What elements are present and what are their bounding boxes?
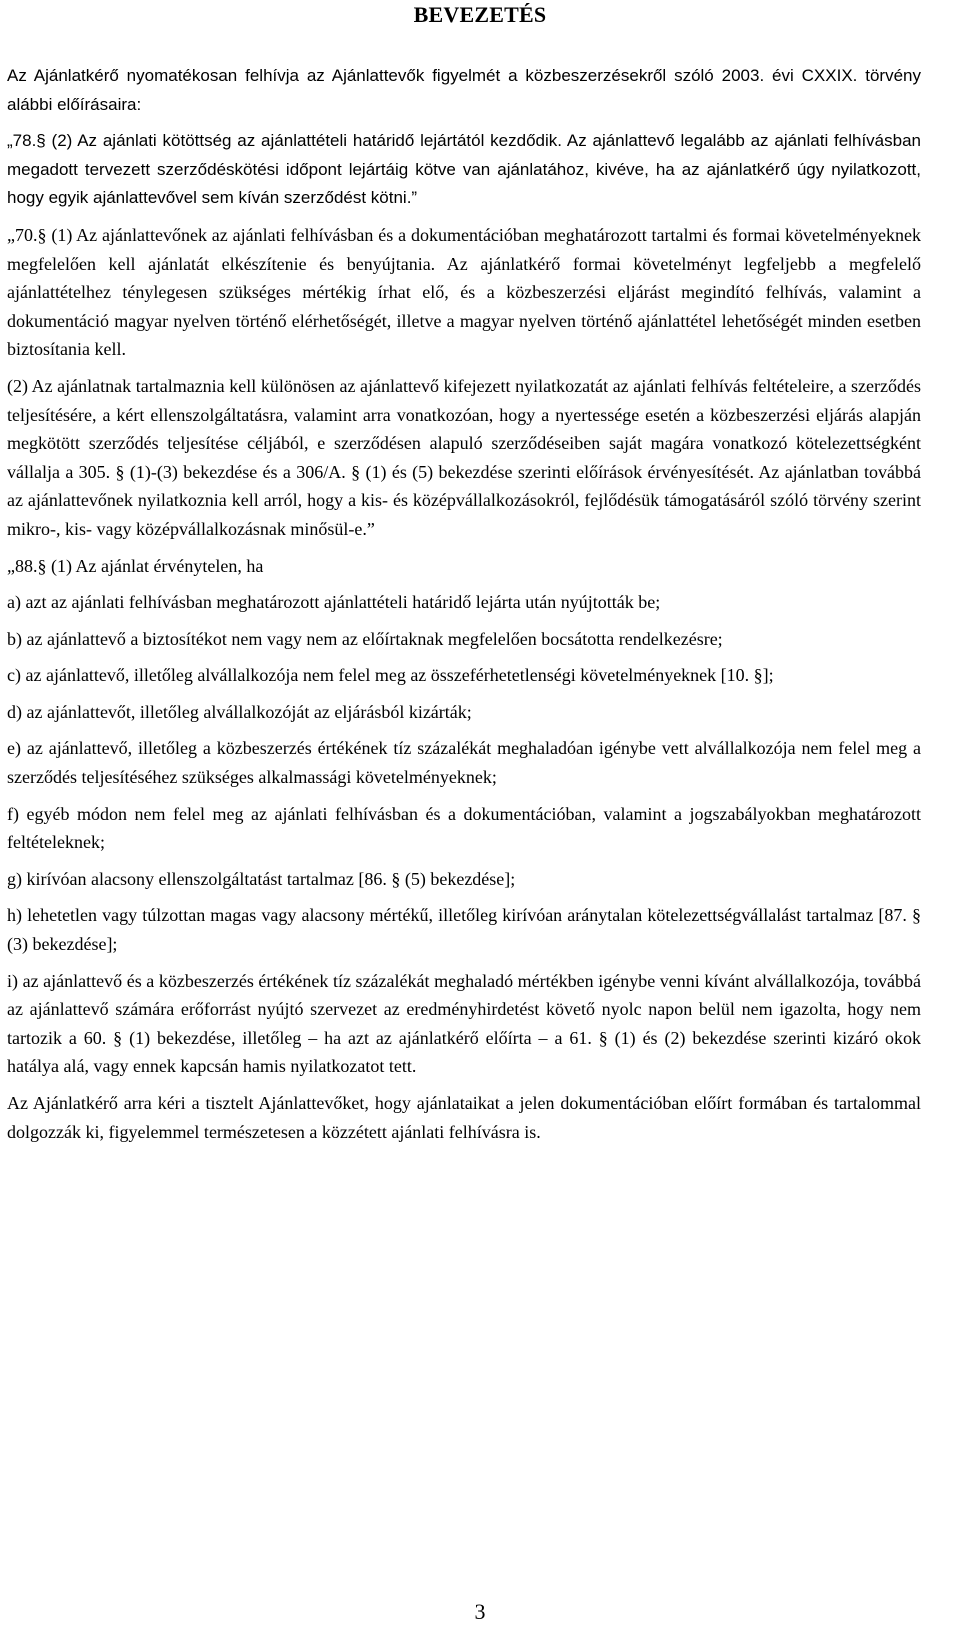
list-item-g: g) kirívóan alacsony ellenszolgáltatást tartalmaz [86. § (5) bekezdése];	[7, 868, 516, 889]
document-body	[7, 62, 921, 1154]
intro-paragraph: Az Ajánlatkérő nyomatékosan felhívja az Ajánlattevők figyelmét a közbeszerzésekről szóló 2003. évi CXXIX. törvény alábbi előírásaira:	[7, 66, 921, 114]
list-item-i: i) az ajánlattevő és a közbeszerzés értékének tíz százalékát meghaladó mértékben igénybe venni kívánt alvállalkozója, továbbá az ajánlattevő számára erőforrást nyújtó szervezet az eredményhirdetést követő nyolc napon belül nem igazolta, hogy nem tartozik a 60. § (1) bekezdése, illetőleg – ha azt az ajánlatkérő előírta – a 61. § (1) és (2) bekezdése szerinti kizáró okok hatálya alá, vagy ennek kapcsán hamis nyilatkozatot tett.	[7, 970, 921, 1077]
list-item-b: b) az ajánlattevő a biztosítékot nem vagy nem az előírtaknak megfelelően bocsátotta rendelkezésre;	[7, 628, 723, 649]
quote-78-paragraph: „78.§ (2) Az ajánlati kötöttség az ajánlattételi határidő lejártától kezdődik. Az ajánlattevő legalább az ajánlati felhívásban megadott tervezett szerződéskötési időpont lejártáig kötve van ajánlatához, kivéve, ha az ajánlatkérő úgy nyilatkozott, hogy egyik ajánlattevővel sem kíván szerződést kötni.”	[7, 131, 921, 208]
closing-paragraph: Az Ajánlatkérő arra kéri a tisztelt Ajánlattevőket, hogy ajánlataikat a jelen dokumentációban előírt formában és tartalommal dolgozzák ki, figyelemmel természetesen a közzétett ajánlati felhívásra is.	[7, 1093, 921, 1142]
list-item-e: e) az ajánlattevő, illetőleg a közbeszerzés értékének tíz százalékát meghaladóan igénybe vett alvállalkozója nem felel meg a szerződés teljesítéséhez szükséges alkalmassági követelményeknek;	[7, 738, 921, 788]
list-item-h: h) lehetetlen vagy túlzottan magas vagy alacsony mértékű, illetőleg kirívóan aránytalan kötelezettségvállalást tartalmaz [87. § (3) bekezdése];	[7, 905, 921, 955]
page-title: BEVEZETÉS	[413, 2, 547, 27]
page-number: 3	[474, 1599, 486, 1624]
list-item-a: a) azt az ajánlati felhívásban meghatározott ajánlattételi határidő lejárta után nyújtották be;	[7, 592, 661, 613]
list-item-d: d) az ajánlattevőt, illetőleg alvállalkozóját az eljárásból kizárták;	[7, 701, 472, 722]
quote-70-1-paragraph: „70.§ (1) Az ajánlattevőnek az ajánlati felhívásban és a dokumentációban meghatározott tartalmi és formai követelményeknek megfelelően kell ajánlatát elkészítenie és benyújtania. Az ajánlatkérő formai követelményt legfeljebb a megfelelő ajánlattételhez ténylegesen szükséges mértékig írhat elő, és a közbeszerzési eljárást megindító felhívás, valamint a dokumentáció magyar nyelven történő elérhetőségét, illetve a magyar nyelven történő ajánlattétel lehetőségét minden esetben biztosítania kell.	[7, 224, 921, 360]
quote-88-heading: „88.§ (1) Az ajánlat érvénytelen, ha	[7, 555, 264, 576]
list-item-c: c) az ajánlattevő, illetőleg alvállalkozója nem felel meg az összeférhetetlenségi követelményeknek [10. §];	[7, 665, 774, 686]
quote-70-2-paragraph: (2) Az ajánlatnak tartalmaznia kell különösen az ajánlattevő kifejezett nyilatkozatát az ajánlati felhívás feltételeire, a szerződés teljesítésére, a kért ellenszolgáltatásra, valamint arra vonatkozóan, hogy a nyertessége esetén a közbeszerzési eljárás alapján megkötött szerződés teljesítése céljából, e szerződésen alapuló szerződéseiben saját magára vonatkozó kötelezettségként vállalja a 305. § (1)-(3) bekezdése és a 306/A. § (1) és (5) bekezdése szerinti előírások érvényesítését. Az ajánlatban továbbá az ajánlattevőnek nyilatkoznia kell arról, hogy a kis- és középvállalkozásokról, fejlődésük támogatásáról szóló törvény szerint mikro-, kis- vagy középvállalkozásnak minősül-e.”	[7, 375, 921, 539]
list-item-f: f) egyéb módon nem felel meg az ajánlati felhívásban és a dokumentációban, valamint a jogszabályokban meghatározott feltételeknek;	[7, 803, 921, 853]
